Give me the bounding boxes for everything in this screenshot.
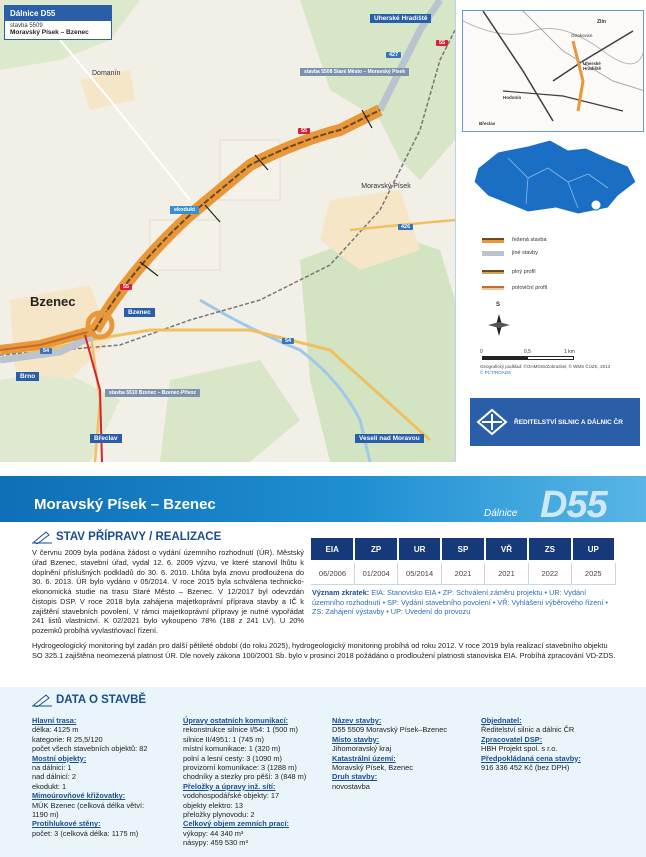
data-field-heading: Předpokládaná cena stavby: xyxy=(481,753,581,763)
route-map xyxy=(0,0,455,462)
legend-swatch-1 xyxy=(482,251,504,256)
data-field-value: kategorie: R 25,5/120 xyxy=(32,734,103,744)
phase-table xyxy=(311,538,616,585)
map-title-box xyxy=(4,5,112,40)
phase-date: 2022 xyxy=(528,563,571,584)
map-source-note-line1: Geografický podklad: ©GHMGIS/Zobrazitel, © WMS ČÚZK, 2013 xyxy=(480,364,611,369)
data-title-text: DATA O STAVBĚ xyxy=(56,694,147,706)
tag-breclav: Břeclav xyxy=(90,434,122,443)
north-arrow-icon xyxy=(484,310,514,340)
phase-code: SP xyxy=(441,538,484,560)
data-field-value: silnice II/4951: 1 (745 m) xyxy=(183,734,264,744)
map-source-note xyxy=(480,364,630,376)
data-field-value: Ředitelství silnic a dálnic ČR xyxy=(481,725,575,735)
map-side-panel xyxy=(455,0,646,462)
road-number-427: 427 xyxy=(386,52,401,58)
phase-code: VŘ xyxy=(485,538,528,560)
page-title: Moravský Písek – Bzenec xyxy=(34,496,216,513)
abbreviation-heading: Význam zkratek: xyxy=(312,588,370,597)
tag-bzenec-exit: Bzenec xyxy=(124,308,155,317)
road-number-55b: 55 xyxy=(120,284,132,290)
legend-item-3 xyxy=(482,285,547,291)
legend-swatch-0 xyxy=(482,238,504,243)
data-field-heading: Název stavby: xyxy=(332,716,382,725)
overview-place-3: Hodonín xyxy=(503,95,522,100)
data-field-value: Jihomoravský kraj xyxy=(332,744,392,754)
data-field-value: Moravský Písek, Bzenec xyxy=(332,762,413,772)
legend-label-1: jiné stavby xyxy=(512,250,538,256)
data-column-2 xyxy=(183,716,323,847)
data-field-value: MÚK Bzenec (celková délka větví: xyxy=(32,800,145,810)
data-field-value: násypy: 459 530 m³ xyxy=(183,838,248,848)
data-field-value: vodohospodářské objekty: 17 xyxy=(183,791,280,801)
overview-place-2: Uherské Hradiště xyxy=(583,61,602,71)
place-domanin: Domanín xyxy=(92,70,121,77)
data-column-1 xyxy=(32,716,172,838)
data-field-value: provizorní komunikace: 3 (1288 m) xyxy=(183,762,297,772)
scale-bar xyxy=(482,356,574,360)
data-field-value: na dálnici: 1 xyxy=(32,762,72,772)
data-field-value: přeložky plynovodu: 2 xyxy=(183,809,255,819)
abbreviation-legend xyxy=(312,588,617,617)
abbreviation-body: EIA: Stanovisko EIA • ZP: Schválení záměru projektu • UR: Vydání územního rozhodnutí • SP: Vydání stavebního povolení • VŘ: Vyhlášení výběrového řízení • ZS: Zahájení výstavby • UP: Uvedení do provozu xyxy=(312,588,608,617)
data-field-value: 1190 m) xyxy=(32,809,59,819)
legend-label-3: poloviční profil xyxy=(512,285,548,291)
tag-uherske-hradiste: Uherské Hradiště xyxy=(370,14,431,23)
tag-stavba-5510: stavba 5510 Bzenec – Bzenec-Přívoz xyxy=(105,389,200,397)
rsd-name: ŘEDITELSTVÍ SILNIC A DÁLNIC ČR xyxy=(514,418,623,426)
data-field-heading: Hlavní trasa: xyxy=(32,716,77,725)
legend-item-2 xyxy=(482,269,536,275)
rsd-logo xyxy=(470,398,640,446)
data-field-value: počet: 3 (celková délka: 1175 m) xyxy=(32,828,139,838)
data-field-value: ekodukt: 1 xyxy=(32,781,67,791)
data-field-value: počet všech stavebních objektů: 82 xyxy=(32,744,148,754)
scale-mid: 0,5 xyxy=(524,349,531,355)
overview-place-1: Otrokovice xyxy=(571,33,593,38)
legend-swatch-2 xyxy=(482,270,504,274)
legend-item-1 xyxy=(482,250,538,256)
north-label: S xyxy=(496,302,501,308)
overview-place-0: Zlín xyxy=(597,19,606,25)
map-title-stavba: stavba 5509 xyxy=(10,23,43,29)
road-number-55a: 55 xyxy=(298,128,310,134)
data-field-heading: Úpravy ostatních komunikací: xyxy=(183,716,289,725)
data-field-heading: Celkový objem zemních prací: xyxy=(183,819,289,829)
data-field-value: HBH Projekt spol. s r.o. xyxy=(481,744,558,754)
phase-date: 2021 xyxy=(441,563,484,584)
czech-republic-map xyxy=(468,138,638,220)
phase-date: 01/2004 xyxy=(354,563,397,584)
map-source-note-line2: © PCT/ROADS xyxy=(480,369,511,375)
phase-code: UR xyxy=(398,538,441,560)
data-field-value: 916 336 452 Kč (bez DPH) xyxy=(481,762,570,772)
scale-end: 1 km xyxy=(564,349,575,355)
phase-code: UP xyxy=(572,538,615,560)
road-code: D55 xyxy=(540,484,607,526)
data-field-value: novostavba xyxy=(332,781,370,791)
tag-ekodukt: ekodukt xyxy=(170,206,199,214)
legend-item-0 xyxy=(482,237,547,243)
stav-section-title xyxy=(32,530,221,544)
rsd-emblem-icon xyxy=(476,406,508,438)
data-field-value: D55 5509 Moravský Písek–Bzenec xyxy=(332,725,448,735)
phase-code: ZS xyxy=(528,538,571,560)
data-field-value: chodníky a stezky pro pěší: 3 (848 m) xyxy=(183,772,307,782)
data-field-heading: Mostní objekty: xyxy=(32,753,87,763)
data-section-title xyxy=(32,693,146,707)
overview-map-canvas xyxy=(463,11,644,132)
place-bzenec: Bzenec xyxy=(30,294,76,309)
data-field-value: délka: 4125 m xyxy=(32,725,79,735)
stav-paragraph-2: Hydrogeologický monitoring byl zadán pro další pětileté období (do roku 2025), hydrogeologický monitoring probíhá od roku 2012. V roce 2019 byla realizací stavebního objektu SO 325.1 zajištěna neomezená platnost ÚR. Dle novely zákona 100/2001 Sb. bylo v prosinci 2018 požádáno o prodloužení platnosti stanoviska EIA. Probíhá zpracování VD-ZDS. xyxy=(32,641,616,660)
tag-stavba-5508: stavba 5508 Staré Město – Moravský Písek xyxy=(300,68,409,76)
tag-veseli: Veselí nad Moravou xyxy=(355,434,424,443)
phase-code: EIA xyxy=(311,538,354,560)
place-moravsky-pisek: Moravský Písek xyxy=(361,183,411,190)
data-field-value: výkopy: 44 340 m³ xyxy=(183,828,244,838)
stav-paragraph-1: V červnu 2009 byla podána žádost o vydání územního rozhodnutí (ÚR). Městský úřad Bzenec, stavební úřad, vydal 12. 6. 2009 výzvu, ve které stanovil lhůtu k doplnění příslušných podkladů do 30. 6. 2010. Lhůta byla znovu prodloužena do 30. 6. 2013. ÚR bylo vydáno v 05/2014. V roce 2015 byla schválena technicko-ekonomická studie na trasu Staré Město – Bzenec. V 12/2017 byl odevzdán čistopis DSP. V roce 2018 byla zahájena majetkoprávní příprava stavby a IČ k zajištění stavebních povolení. V rámci majetkoprávní přípravy je nutné vypořádat 241 listů vlastnictví. K 02/2021 bylo vykoupeno 78% (188 z 241 LV). U 20% pozemků probíhá vyvlastňovací řízení. xyxy=(32,548,304,636)
data-field-heading: Místo stavby: xyxy=(332,734,380,744)
scale-start: 0 xyxy=(480,349,483,355)
data-field-heading: Druh stavby: xyxy=(332,772,378,782)
tag-brno: Brno xyxy=(16,372,39,381)
road-number-54: 54 xyxy=(40,348,52,354)
phase-code: ZP xyxy=(354,538,397,560)
road-number-54b: 54 xyxy=(282,338,294,344)
phase-date: 06/2006 xyxy=(311,563,354,584)
pen-icon xyxy=(32,530,52,544)
road-number-55top: 55 xyxy=(436,40,448,46)
road-number-426: 426 xyxy=(398,224,413,230)
dalnice-label: Dálnice xyxy=(484,508,518,519)
legend-swatch-3 xyxy=(482,286,504,290)
legend-label-2: plný profil xyxy=(512,269,536,275)
legend-label-0: řešená stavba xyxy=(512,237,547,243)
data-field-heading: Objednatel: xyxy=(481,716,522,725)
data-field-heading: Přeložky a úpravy inž. sítí: xyxy=(183,781,276,791)
phase-date: 2025 xyxy=(572,563,615,584)
data-field-value: polní a lesní cesty: 3 (1090 m) xyxy=(183,753,283,763)
phase-date: 2021 xyxy=(485,563,528,584)
data-field-value: nad dálnicí: 2 xyxy=(32,772,76,782)
pen-icon xyxy=(32,693,52,707)
data-field-value: místní komunikace: 1 (320 m) xyxy=(183,744,281,754)
data-field-heading: Zpracovatel DSP: xyxy=(481,734,543,744)
data-column-3 xyxy=(332,716,472,791)
overview-place-4: Břeclav xyxy=(479,121,496,126)
data-field-value: rekonstrukce silnice I/54: 1 (500 m) xyxy=(183,725,299,735)
data-field-heading: Mimoúrovňové křižovatky: xyxy=(32,791,126,801)
map-title-heading: Dálnice D55 xyxy=(5,6,111,21)
map-title-route: Moravský Písek – Bzenec xyxy=(10,29,89,36)
data-column-4 xyxy=(481,716,631,772)
phase-date: 05/2014 xyxy=(398,563,441,584)
stav-title-text: STAV PŘÍPRAVY / REALIZACE xyxy=(56,531,222,543)
data-field-heading: Katastrální území: xyxy=(332,753,396,763)
overview-map xyxy=(462,10,644,132)
data-field-heading: Protihlukové stěny: xyxy=(32,819,101,829)
data-field-value: objekty elektro: 13 xyxy=(183,800,243,810)
